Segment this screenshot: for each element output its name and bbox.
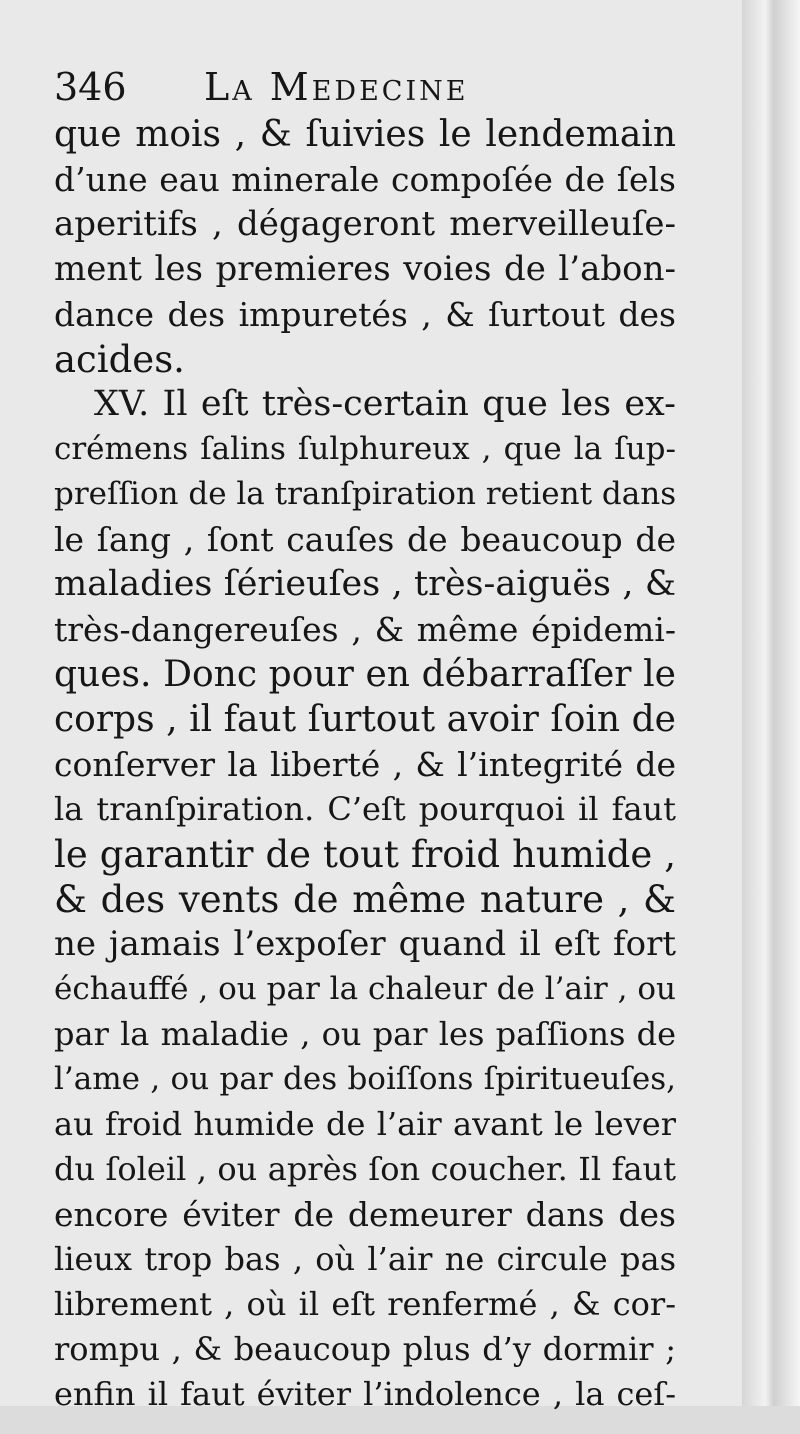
text-line: ment les premieres voies de l’abon- <box>54 249 676 289</box>
text-line: conſerver la liberté , & l’integrité de <box>54 745 676 784</box>
text-line: corps , il faut ſurtout avoir ſoin de <box>54 699 676 740</box>
text-line: crémens ſalins ſulphureux , que la ſup- <box>54 431 676 467</box>
text-line: librement , où il eſt renfermé , & cor- <box>54 1285 676 1323</box>
text-line: très-dangereuſes , & même épidemi- <box>54 610 676 649</box>
section-start-line: XV. Il eſt très-certain que les ex- <box>94 384 676 424</box>
text-line: le garantir de tout froid humide , <box>54 833 676 876</box>
text-line: maladies ſérieuſes , très-aiguës , & <box>54 564 676 604</box>
text-line: enfin il faut éviter l’indolence , la ceſ- <box>54 1375 676 1413</box>
text-line: & des vents de même nature , & <box>54 878 676 921</box>
text-line: acides. <box>54 338 185 381</box>
text-line: d’une eau minerale compoſée de ſels <box>54 160 676 199</box>
text-line: aperitifs , dégageront merveilleuſe- <box>54 204 676 244</box>
text-line: au froid humide de l’air avant le lever <box>54 1105 676 1143</box>
page-binding-edge <box>742 0 800 1434</box>
text-line: que mois , & ſuivies le lendemain <box>54 114 676 155</box>
running-title: La Medecine <box>204 65 469 109</box>
text-line: par la maladie , ou par les paſſions de <box>54 1015 676 1053</box>
text-block <box>54 62 676 1417</box>
text-line: le ſang , ſont cauſes de beaucoup de <box>54 520 676 559</box>
text-line: ne jamais l’expoſer quand il eſt fort <box>54 924 676 964</box>
text-line: rompu , & beaucoup plus d’y dormir ; <box>54 1330 676 1368</box>
text-line: preſſion de la tranſpiration retient dans <box>54 476 676 512</box>
text-line: la tranſpiration. C’eſt pourquoi il faut <box>54 790 676 828</box>
text-line: dance des impuretés , & ſurtout des <box>54 295 676 334</box>
text-line: échauffé , ou par la chaleur de l’air , ou <box>54 971 676 1007</box>
text-line: lieux trop bas , où l’air ne circule pas <box>54 1240 676 1278</box>
text-line: du ſoleil , ou après ſon coucher. Il faut <box>54 1150 676 1188</box>
text-line: encore éviter de demeurer dans des <box>54 1195 676 1234</box>
running-header <box>54 62 676 112</box>
text-line: ques. Donc pour en débarraſſer le <box>54 654 676 695</box>
page-number: 346 <box>54 65 127 109</box>
text-line: l’ame , ou par des boiſſons ſpiritueuſes, <box>54 1061 676 1097</box>
